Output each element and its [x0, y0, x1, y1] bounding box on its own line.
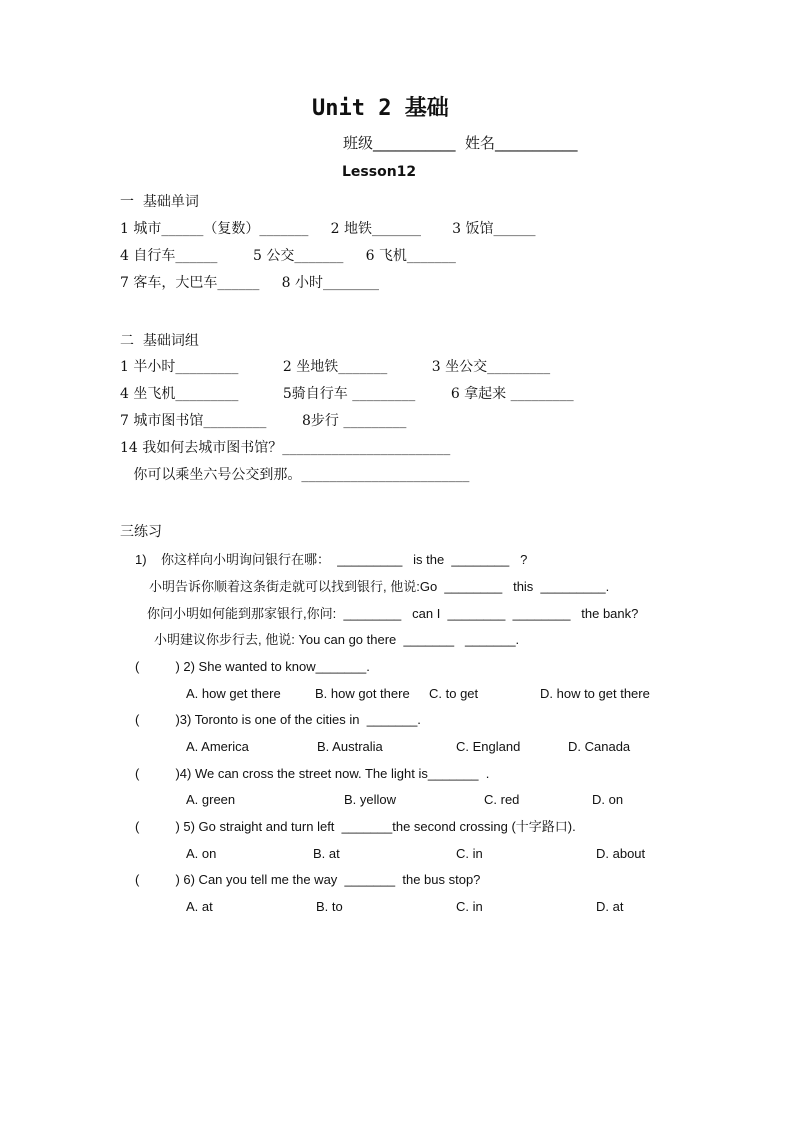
option-c: C. in [456, 846, 483, 861]
option-a: A. how get there [186, 686, 281, 701]
vocab-line-1: 1 城市______（复数）_______ 2 地铁_______ 3 饭馆______ [120, 221, 536, 237]
option-a: A. at [186, 899, 213, 914]
q1-line-4: 小明建议你步行去, 他说: You can go there _______ _______. [154, 632, 520, 647]
phrase-line-3: 7 城市图书馆_________ 8步行 _________ [120, 413, 407, 429]
question-stem: ( ) 6) Can you tell me the way _______ the bus stop? [135, 872, 481, 887]
option-c: C. in [456, 899, 483, 914]
question-stem: ( )3) Toronto is one of the cities in _______. [135, 712, 421, 727]
option-b: B. Australia [317, 739, 383, 754]
option-d: D. about [596, 846, 646, 861]
option-a: A. America [186, 739, 249, 754]
question-stem: ( )4) We can cross the street now. The light is_______ . [135, 766, 490, 781]
option-a: A. on [186, 846, 217, 861]
vocab-line-2: 4 自行车______ 5 公交_______ 6 飞机_______ [120, 248, 456, 264]
option-b: B. yellow [344, 792, 397, 807]
section3-heading: 三练习 [120, 524, 162, 540]
question-stem: ( ) 5) Go straight and turn left _______the second crossing (十字路口). [135, 819, 576, 834]
q1-line-1: 1) 你这样向小明询问银行在哪： _________ is the ________ ? [135, 552, 528, 567]
q1-line-2: 小明告诉你顺着这条街走就可以找到银行, 他说:Go ________ this _________. [149, 579, 610, 594]
vocab-line-3: 7 客车，大巴车______ 8 小时________ [120, 275, 379, 291]
option-b: B. to [316, 899, 343, 914]
phrase-line-4: 14 我如何去城市图书馆？________________________ [120, 440, 451, 456]
option-a: A. green [186, 792, 236, 807]
option-c: C. England [456, 739, 521, 754]
phrase-line-1: 1 半小时_________ 2 坐地铁_______ 3 坐公交_________ [120, 359, 551, 375]
option-c: C. red [484, 792, 520, 807]
section2-heading: 二 基础词组 [120, 333, 199, 349]
option-d: D. at [596, 899, 624, 914]
option-b: B. how got there [315, 686, 410, 701]
option-d: D. Canada [568, 739, 631, 754]
phrase-line-2: 4 坐飞机_________ 5骑自行车 _________ 6 拿起来 _________ [120, 386, 574, 402]
option-d: D. how to get there [540, 686, 650, 701]
phrase-line-5: 你可以乘坐六号公交到那。________________________ [120, 467, 470, 483]
page-title: Unit 2 基础 [312, 96, 449, 121]
option-c: C. to get [429, 686, 479, 701]
q1-line-3: 你问小明如何能到那家银行,你问: ________ can I ________ ________ the bank? [147, 606, 639, 621]
class-name-line: 班级___________ 姓名___________ [343, 134, 578, 152]
option-b: B. at [313, 846, 340, 861]
question-stem: ( ) 2) She wanted to know_______. [135, 659, 370, 674]
option-d: D. on [592, 792, 624, 807]
section1-heading: 一 基础单词 [120, 194, 199, 210]
lesson-label: Lesson12 [342, 164, 417, 180]
